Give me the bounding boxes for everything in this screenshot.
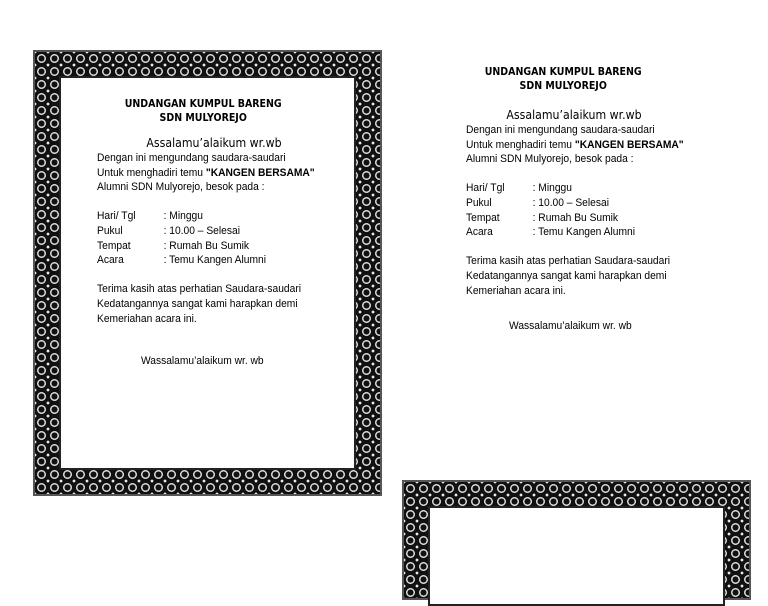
detail-value: : Minggu (532, 182, 572, 195)
thanks-line-3: Kemeriahan acara ini. (466, 284, 566, 297)
detail-value: : Temu Kangen Alumni (163, 254, 266, 267)
invitation-title (97, 98, 309, 125)
detail-value: : Minggu (163, 210, 203, 223)
detail-value: : Temu Kangen Alumni (532, 226, 635, 239)
closing-salutation: Wassalamu’alaikum wr. wb (140, 354, 264, 367)
event-name: "KANGEN BERSAMA" (574, 138, 684, 151)
detail-value: : Rumah Bu Sumik (532, 211, 619, 224)
intro-line-2 (97, 166, 322, 181)
title-line-1: UNDANGAN KUMPUL BARENG (124, 98, 282, 110)
title-line-2: SDN MULYOREJO (159, 111, 247, 124)
closing-salutation: Wassalamu’alaikum wr. wb (509, 319, 632, 332)
detail-label: Hari/ Tgl (97, 210, 136, 223)
invitation-card-plain (466, 66, 700, 333)
detail-label: Acara (466, 226, 493, 239)
title-line-1: UNDANGAN KUMPUL BARENG (484, 66, 642, 78)
detail-row-place (466, 211, 700, 226)
intro-prefix: Untuk menghadiri temu (466, 138, 575, 151)
event-name: "KANGEN BERSAMA" (205, 166, 315, 179)
invitation-card-framed (97, 98, 322, 368)
intro-prefix: Untuk menghadiri temu (97, 166, 206, 179)
card-paper (428, 506, 725, 606)
intro-line-1: Dengan ini mengundang saudara-saudari (97, 152, 286, 164)
intro-line-2 (466, 138, 700, 153)
intro-line-3: Alumni SDN Mulyorejo, besok pada : (97, 181, 265, 194)
thanks-line-2: Kedatangannya sangat kami harapkan demi (466, 269, 667, 282)
detail-row-day (466, 181, 700, 196)
detail-label: Pukul (97, 224, 123, 237)
detail-value: : Rumah Bu Sumik (163, 239, 250, 252)
thanks-line-1: Terima kasih atas perhatian Saudara-saudari (97, 283, 302, 296)
greeting: Assalamu’alaikum wr.wb (146, 136, 282, 150)
intro-line-3: Alumni SDN Mulyorejo, besok pada : (466, 153, 634, 166)
detail-row-time (466, 196, 700, 211)
greeting: Assalamu’alaikum wr.wb (506, 108, 642, 122)
detail-row-place (97, 239, 322, 254)
detail-label: Pukul (466, 196, 492, 209)
ornamental-scroll-border-icon (402, 480, 751, 600)
intro-line-1: Dengan ini mengundang saudara-saudari (466, 124, 655, 136)
detail-label: Acara (97, 254, 124, 267)
detail-label: Tempat (97, 239, 131, 252)
thanks-line-1: Terima kasih atas perhatian Saudara-saudari (466, 255, 671, 268)
detail-row-event (97, 253, 322, 268)
invitation-title (466, 66, 660, 93)
title-line-2: SDN MULYOREJO (519, 79, 607, 92)
thanks-line-3: Kemeriahan acara ini. (97, 312, 197, 325)
detail-label: Hari/ Tgl (466, 182, 505, 195)
detail-value: : 10.00 – Selesai (163, 224, 240, 237)
detail-row-event (466, 225, 700, 240)
thanks-line-2: Kedatangannya sangat kami harapkan demi (97, 297, 298, 310)
detail-row-day (97, 209, 322, 224)
detail-row-time (97, 224, 322, 239)
detail-label: Tempat (466, 211, 500, 224)
detail-value: : 10.00 – Selesai (532, 196, 609, 209)
